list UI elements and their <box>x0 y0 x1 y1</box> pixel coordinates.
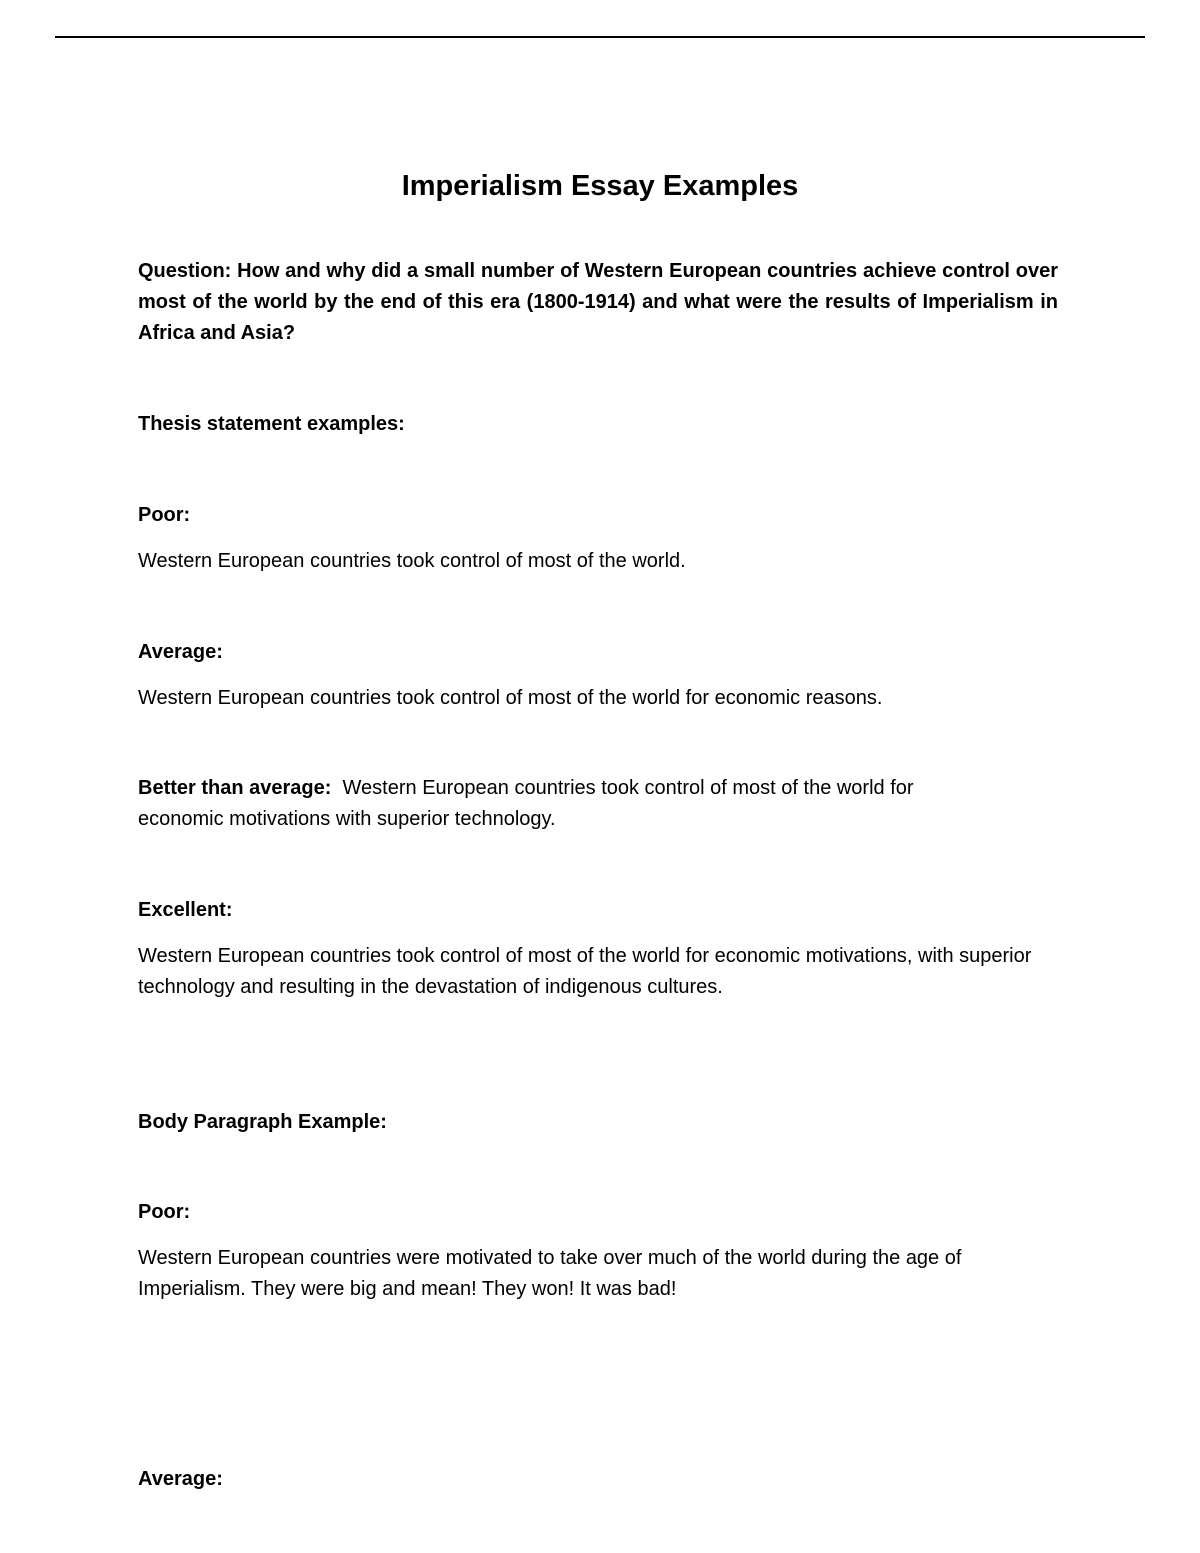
thesis-poor-label: Poor: <box>138 504 191 526</box>
thesis-excellent-label: Excellent: <box>138 899 233 921</box>
question-paragraph <box>138 256 1058 349</box>
body-poor-text: Western European countries were motivated to take over much of the world during the age of Imperialism. They were big and mean! They won! It was bad! <box>138 1247 962 1300</box>
thesis-average-label: Average: <box>138 641 223 663</box>
body-poor-label: Poor: <box>138 1201 191 1223</box>
body-average-label: Average: <box>138 1468 223 1490</box>
thesis-better-paragraph <box>138 773 998 835</box>
thesis-excellent-text: Western European countries took control of most of the world for economic motivations, with superior technology and resulting in the devastation of indigenous cultures. <box>138 945 1032 998</box>
question-text: How and why did a small number of Western European countries achieve control over most of the world by the end of this era (1800-1914) and what were the results of Imperialism in Africa and Asia? <box>138 260 1058 344</box>
thesis-heading: Thesis statement examples: <box>138 413 405 435</box>
top-horizontal-rule <box>55 36 1145 38</box>
thesis-average-text: Western European countries took control of most of the world for economic reasons. <box>138 687 883 709</box>
document-title: Imperialism Essay Examples <box>401 170 799 202</box>
thesis-better-text: Western European countries took control of most of the world for economic motivations with superior technology. <box>138 777 914 830</box>
question-label: Question: <box>138 260 232 282</box>
thesis-better-label: Better than average: <box>138 777 332 799</box>
thesis-poor-text: Western European countries took control of most of the world. <box>138 550 686 572</box>
body-heading: Body Paragraph Example: <box>138 1111 387 1133</box>
